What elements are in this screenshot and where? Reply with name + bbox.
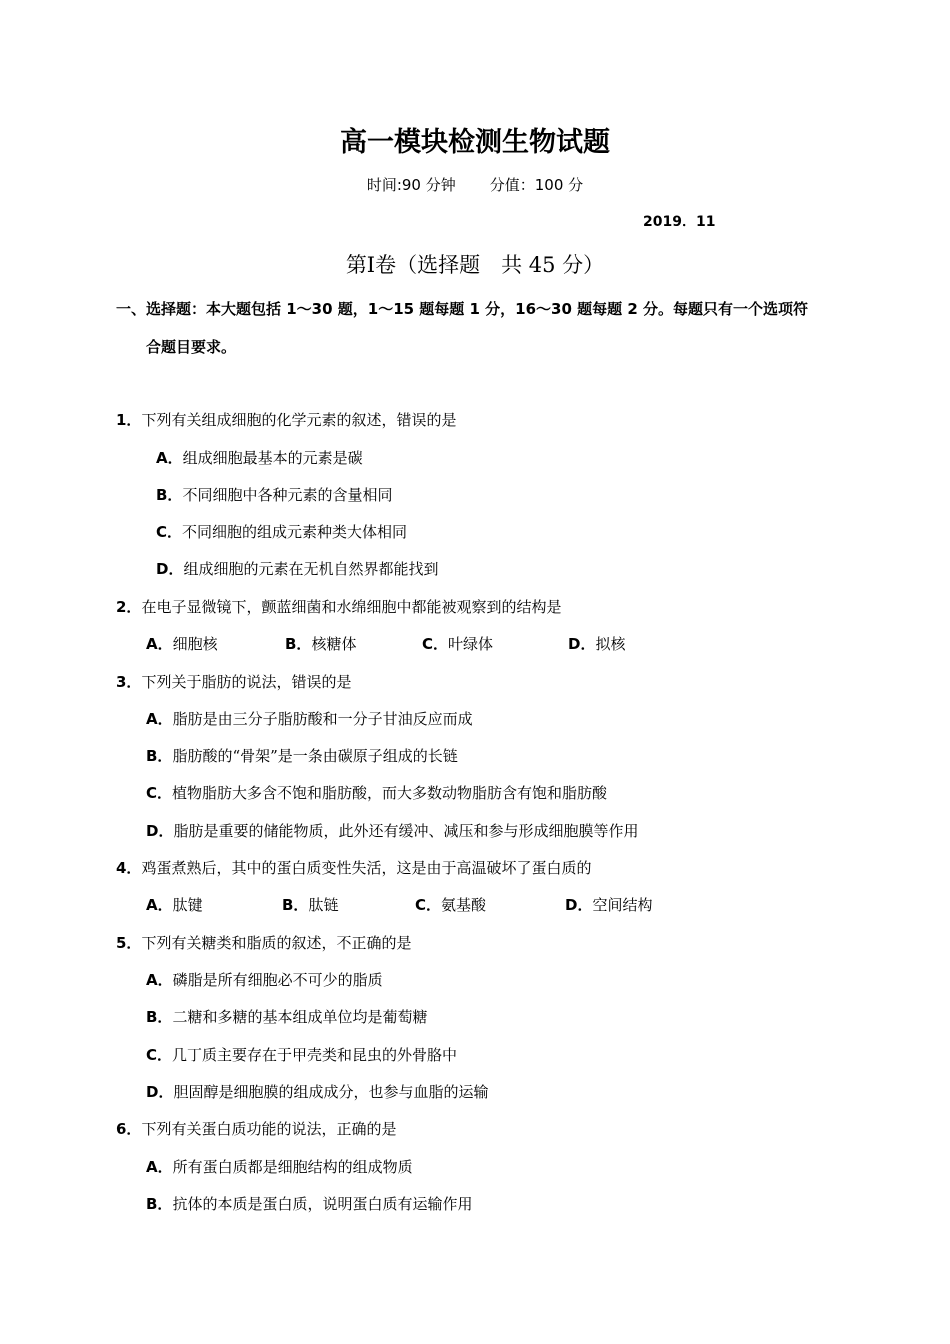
question-stem: 在电子显微镜下，颤蓝细菌和水绵细胞中都能被观察到的结构是 [141,598,562,616]
q6-option-b [146,1193,472,1214]
option-text: 几丁质主要存在于甲壳类和昆虫的外骨胳中 [172,1046,458,1064]
option-key: D． [156,560,184,578]
q1-option-a [156,447,363,468]
option-key: A． [146,971,173,989]
option-key: B． [156,486,183,504]
question-stem: 下列关于脂肪的说法，错误的是 [141,673,352,691]
option-text: 二糖和多糖的基本组成单位均是葡萄糖 [172,1008,428,1026]
exam-score: 分值：100 分 [489,176,584,194]
question-number: 6． [116,1120,142,1138]
instructions-line-2: 合题目要求。 [146,338,237,356]
option-key: A． [146,635,173,653]
question-3 [116,671,351,692]
q2-option-d [568,633,625,654]
option-key: C． [415,896,442,914]
option-text: 不同细胞的组成元素种类大体相同 [182,523,408,541]
q5-option-b [146,1006,427,1027]
option-text: 肽链 [308,896,339,914]
question-stem: 下列有关组成细胞的化学元素的叙述，错误的是 [141,411,457,429]
exam-date: 2019．11 [643,214,716,230]
option-key: D． [565,896,593,914]
option-text: 组成细胞的元素在无机自然界都能找到 [183,560,439,578]
q4-option-a [146,894,203,915]
question-number: 3． [116,673,142,691]
exam-meta [0,174,950,195]
option-key: A． [156,449,183,467]
q3-option-d [146,820,638,841]
option-text: 空间结构 [592,896,653,914]
q4-option-c [415,894,486,915]
option-key: C． [146,784,173,802]
option-text: 氨基酸 [441,896,487,914]
question-6 [116,1118,396,1139]
question-stem: 鸡蛋煮熟后，其中的蛋白质变性失活，这是由于高温破坏了蛋白质的 [141,859,592,877]
question-number: 1． [116,411,142,429]
question-4 [116,857,591,878]
q3-option-b [146,745,458,766]
option-text: 组成细胞最基本的元素是碳 [182,449,363,467]
exam-title: 高一模块检测生物试题 [340,127,610,158]
option-key: C． [156,523,183,541]
question-5 [116,932,411,953]
q4-option-d [565,894,652,915]
option-text: 脂肪是重要的储能物质，此外还有缓冲、减压和参与形成细胞膜等作用 [173,822,639,840]
option-key: C． [422,635,449,653]
q6-option-a [146,1156,413,1177]
option-key: B． [146,1008,173,1026]
question-number: 5． [116,934,142,952]
q5-option-d [146,1081,488,1102]
option-text: 抗体的本质是蛋白质，说明蛋白质有运输作用 [172,1195,473,1213]
option-key: C． [146,1046,173,1064]
q1-option-d [156,558,438,579]
option-text: 肽键 [172,896,203,914]
q1-option-c [156,521,407,542]
option-key: B． [282,896,309,914]
q2-option-c [422,633,493,654]
option-text: 拟核 [595,635,626,653]
q2-option-b [285,633,356,654]
option-key: D． [146,1083,174,1101]
option-text: 所有蛋白质都是细胞结构的组成物质 [172,1158,413,1176]
question-stem: 下列有关糖类和脂质的叙述，不正确的是 [141,934,412,952]
option-key: A． [146,896,173,914]
option-text: 脂肪酸的“骨架”是一条由碳原子组成的长链 [172,747,458,765]
option-key: A． [146,710,173,728]
question-number: 4． [116,859,142,877]
option-key: D． [568,635,596,653]
q3-option-c [146,782,607,803]
option-key: D． [146,822,174,840]
option-text: 胆固醇是细胞膜的组成成分，也参与血脂的运输 [173,1083,489,1101]
option-key: A． [146,1158,173,1176]
option-text: 不同细胞中各种元素的含量相同 [182,486,393,504]
option-text: 叶绿体 [448,635,494,653]
option-text: 细胞核 [172,635,218,653]
question-1 [116,409,456,430]
option-text: 磷脂是所有细胞必不可少的脂质 [172,971,383,989]
option-key: B． [146,1195,173,1213]
q5-option-c [146,1044,457,1065]
q2-option-a [146,633,218,654]
question-stem: 下列有关蛋白质功能的说法，正确的是 [141,1120,397,1138]
option-key: B． [146,747,173,765]
exam-time: 时间:90 分钟 [366,176,456,194]
q5-option-a [146,969,383,990]
question-2 [116,596,561,617]
q1-option-b [156,484,392,505]
instructions-line-1: 一、选择题：本大题包括 1～30 题，1～15 题每题 1 分，16～30 题每题 2 分。每题只有一个选项符 [116,300,809,318]
option-text: 核糖体 [311,635,357,653]
option-text: 脂肪是由三分子脂肪酸和一分子甘油反应而成 [172,710,473,728]
part-heading: 第Ⅰ卷（选择题 共 45 分） [345,253,605,277]
option-text: 植物脂肪大多含不饱和脂肪酸，而大多数动物脂肪含有饱和脂肪酸 [172,784,608,802]
q4-option-b [282,894,338,915]
option-key: B． [285,635,312,653]
question-number: 2． [116,598,142,616]
q3-option-a [146,708,473,729]
